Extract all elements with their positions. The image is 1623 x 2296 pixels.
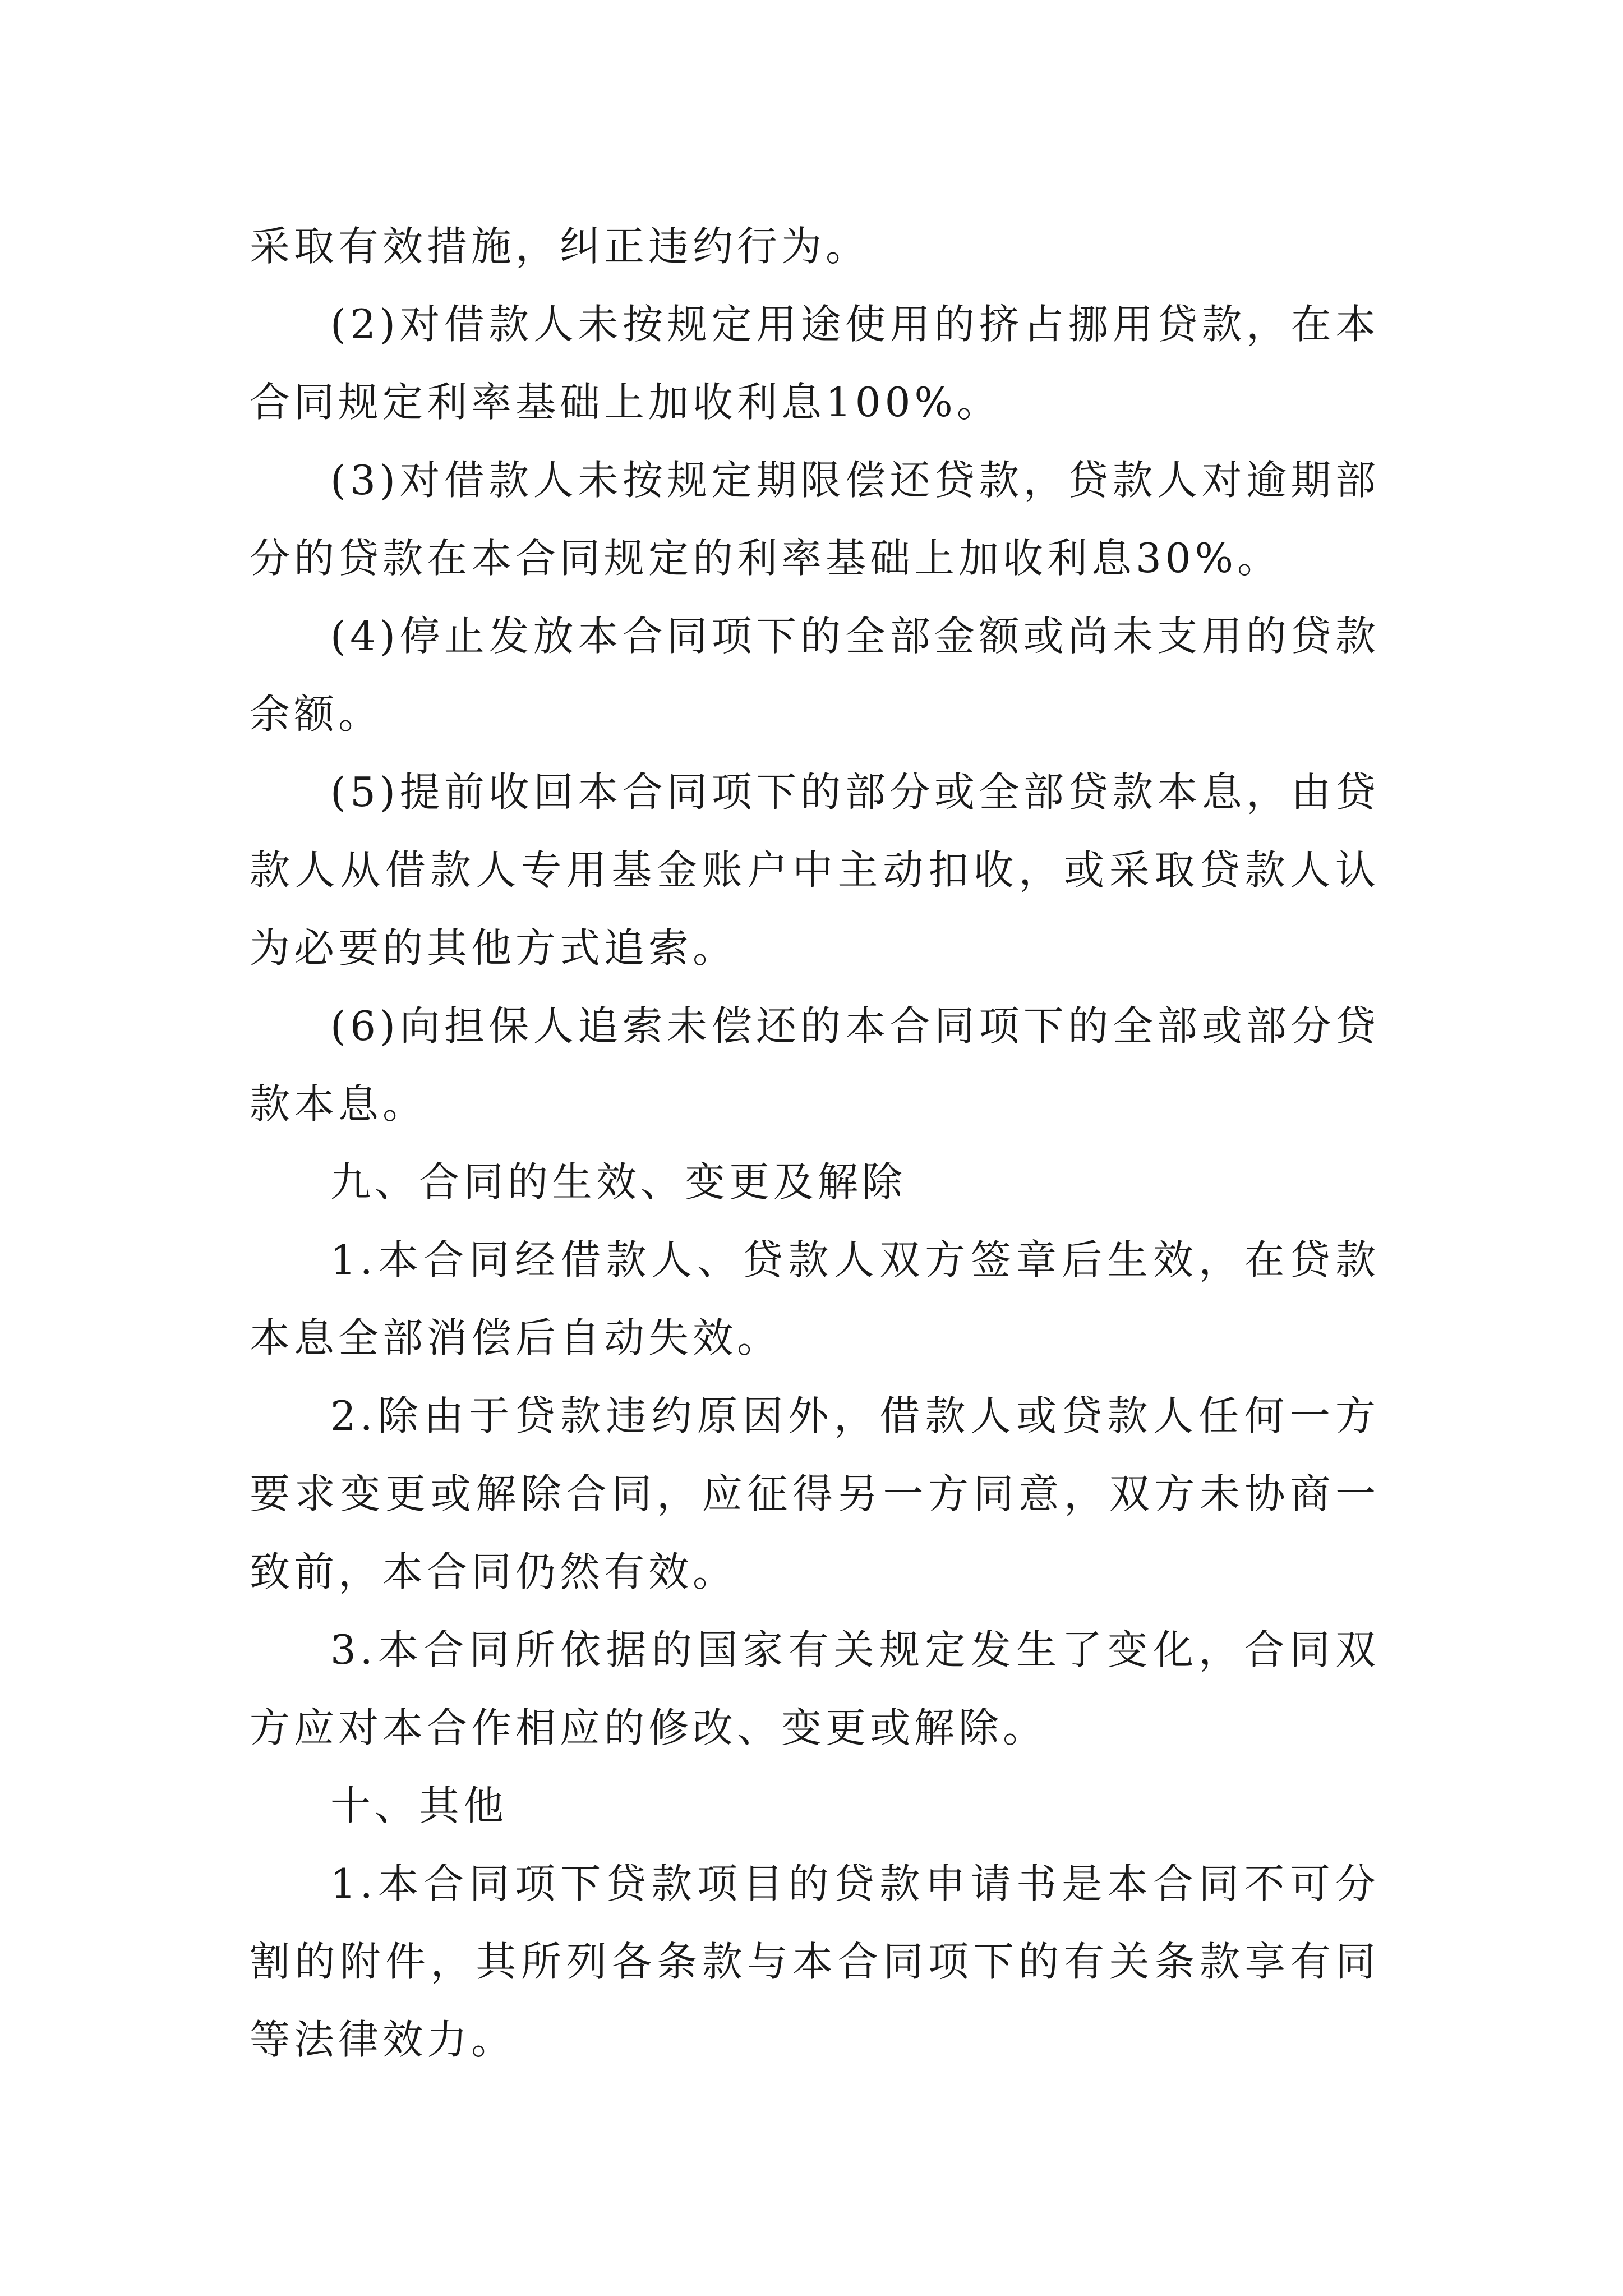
paragraph-continuation: 采取有效措施，纠正违约行为。 <box>250 223 870 270</box>
section-heading-9: 九、合同的生效、变更及解除 <box>330 1158 907 1205</box>
paragraph-9-2: 2.除由于贷款违约原因外，借款人或贷款人任何一方要求变更或解除合同，应征得另一方同意，双方未协商一致前，本合同仍然有效。 <box>250 1392 1380 1595</box>
paragraph-10-1: 1.本合同项下贷款项目的贷款申请书是本合同不可分割的附件，其所列各条款与本合同项下的有关条款享有同等法律效力。 <box>250 1860 1380 2063</box>
paragraph-clause-3: (3)对借款人未按规定期限偿还贷款，贷款人对逾期部分的贷款在本合同规定的利率基础上加收利息30%。 <box>250 457 1380 582</box>
paragraph-clause-4: (4)停止发放本合同项下的全部金额或尚未支用的贷款余额。 <box>250 613 1380 738</box>
paragraph-clause-5: (5)提前收回本合同项下的部分或全部贷款本息，由贷款人从借款人专用基金账户中主动扣收，或采取贷款人认为必要的其他方式追索。 <box>250 769 1380 972</box>
paragraph-clause-2: (2)对借款人未按规定用途使用的挤占挪用贷款，在本合同规定利率基础上加收利息100%。 <box>250 301 1380 426</box>
section-heading-10: 十、其他 <box>330 1782 508 1829</box>
paragraph-9-1: 1.本合同经借款人、贷款人双方签章后生效，在贷款本息全部消偿后自动失效。 <box>250 1236 1380 1361</box>
paragraph-9-3: 3.本合同所依据的国家有关规定发生了变化，合同双方应对本合作相应的修改、变更或解除。 <box>250 1626 1380 1751</box>
document-body <box>250 208 1380 2079</box>
paragraph-clause-6: (6)向担保人追索未偿还的本合同项下的全部或部分贷款本息。 <box>250 1002 1380 1128</box>
